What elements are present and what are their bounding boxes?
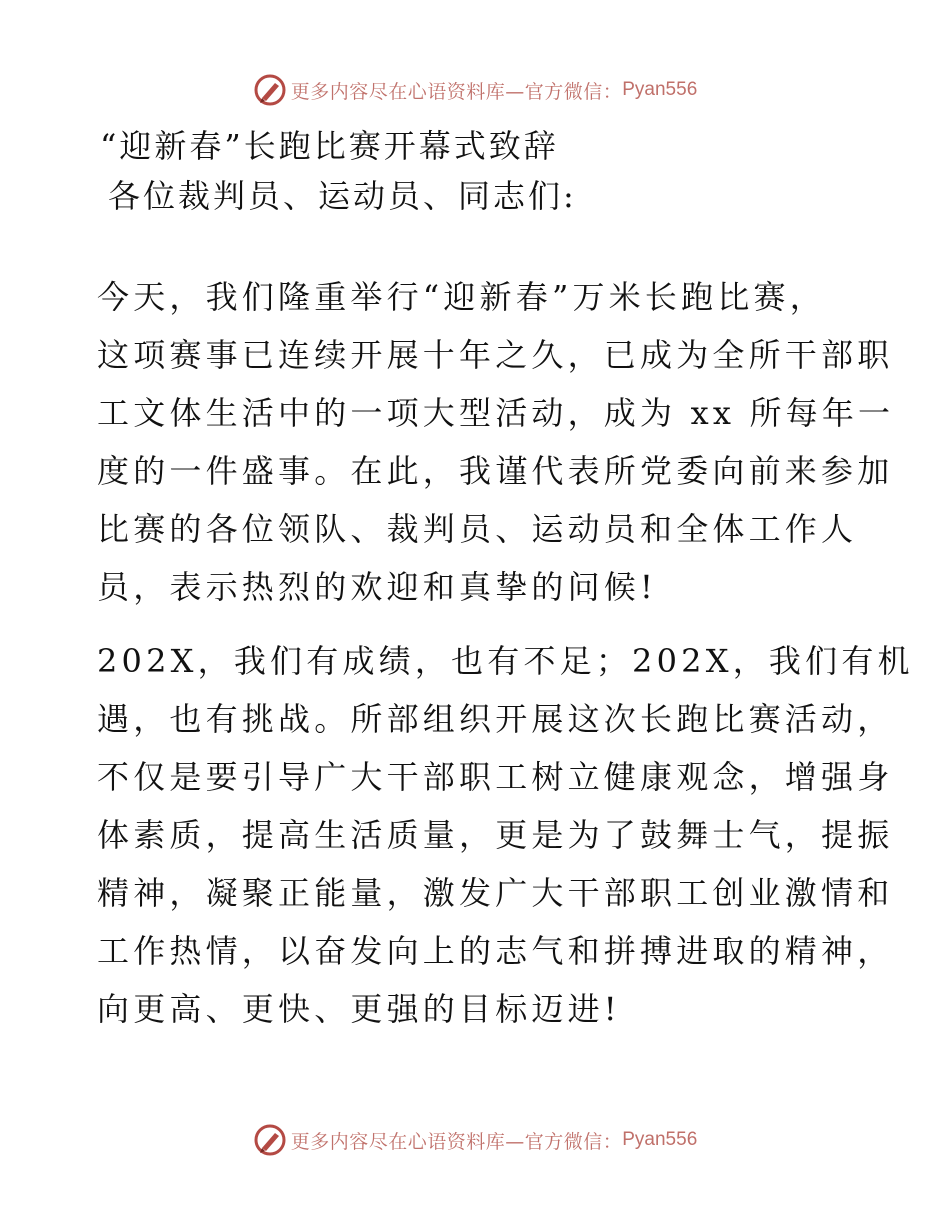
paragraph-line: 遇，也有挑战。所部组织开展这次长跑比赛活动， [97,700,894,738]
paragraph-1 [97,268,895,616]
header-watermark [0,70,950,110]
paragraph-line: 不仅是要引导广大干部职工树立健康观念，增强身 [97,758,894,796]
watermark-text: 更多内容尽在心语资料库—官方微信： [290,1130,623,1153]
paragraph-line: 工作热情，以奋发向上的志气和拼搏进取的精神， [97,932,894,970]
paragraph-2 [97,632,914,1038]
paragraph-line: 度的一件盛事。在此，我谨代表所党委向前来参加 [97,452,894,490]
salutation: 各位裁判员、运动员、同志们: [108,177,577,215]
document-title: “迎新春”长跑比赛开幕式致辞 [100,127,559,165]
watermark-wechat-id: Pyan556 [622,1129,698,1150]
paragraph-line: 精神，凝聚正能量，激发广大干部职工创业激情和 [97,874,894,912]
paragraph-line: 工文体生活中的一项大型活动，成为 xx 所每年一 [97,394,895,432]
paragraph-line: 这项赛事已连续开展十年之久，已成为全所干部职 [97,336,894,374]
pen-logo-icon [253,1123,287,1157]
watermark-text: 更多内容尽在心语资料库—官方微信： [290,80,623,103]
footer-watermark [0,1120,950,1160]
pen-logo-icon [253,73,287,107]
paragraph-line: 今天，我们隆重举行“迎新春”万米长跑比赛， [97,278,826,316]
paragraph-line: 员，表示热烈的欢迎和真挚的问候! [97,568,658,606]
watermark-wechat-id: Pyan556 [622,79,698,100]
paragraph-line: 向更高、更快、更强的目标迈进! [97,990,621,1028]
paragraph-line: 体素质，提高生活质量，更是为了鼓舞士气，提振 [97,816,894,854]
paragraph-line: 202X，我们有成绩，也有不足；202X，我们有机 [97,642,914,680]
paragraph-line: 比赛的各位领队、裁判员、运动员和全体工作人 [97,510,858,548]
